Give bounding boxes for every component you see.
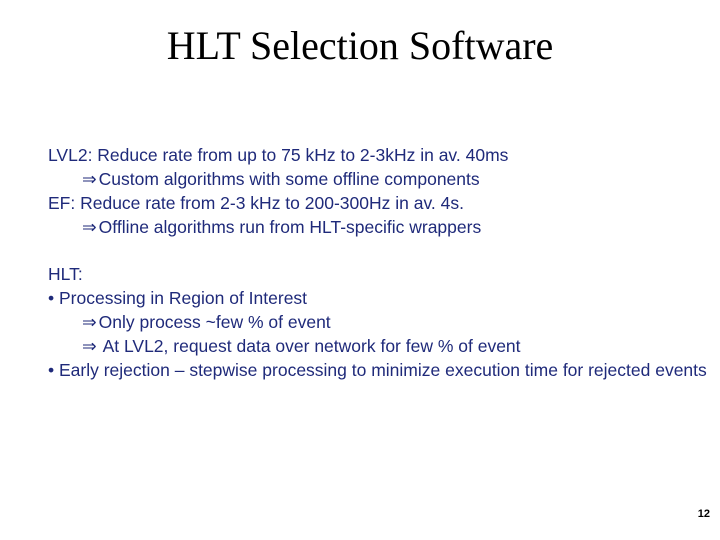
roi-sub-item-1: [48, 310, 708, 334]
bullet-roi: • Processing in Region of Interest: [48, 288, 308, 308]
trigger-levels-block: [48, 143, 708, 239]
hlt-heading: HLT:: [48, 264, 83, 284]
ef-sub-text: Offline algorithms run from HLT-specific wrappers: [98, 217, 482, 237]
lvl2-sub-item: [48, 167, 708, 191]
implies-icon: ⇒: [82, 169, 97, 189]
implies-icon: ⇒: [82, 336, 97, 356]
lvl2-sub-text: Custom algorithms with some offline components: [98, 169, 480, 189]
bullet-early-rejection: • Early rejection – stepwise processing to minimize execution time for rejected events: [48, 360, 707, 380]
page-number: 12: [697, 508, 710, 520]
lvl2-line: LVL2: Reduce rate from up to 75 kHz to 2-3kHz in av. 40ms: [48, 145, 509, 165]
roi-sub-text-1: Only process ~few % of event: [98, 312, 331, 332]
roi-sub-text-2: At LVL2, request data over network for few % of event: [98, 336, 521, 356]
slide-title: HLT Selection Software: [166, 23, 554, 68]
hlt-block: [48, 262, 708, 382]
implies-icon: ⇒: [82, 312, 97, 332]
implies-icon: ⇒: [82, 217, 97, 237]
ef-sub-item: [48, 215, 708, 239]
roi-sub-item-2: [48, 334, 708, 358]
ef-line: EF: Reduce rate from 2-3 kHz to 200-300Hz in av. 4s.: [48, 193, 464, 213]
